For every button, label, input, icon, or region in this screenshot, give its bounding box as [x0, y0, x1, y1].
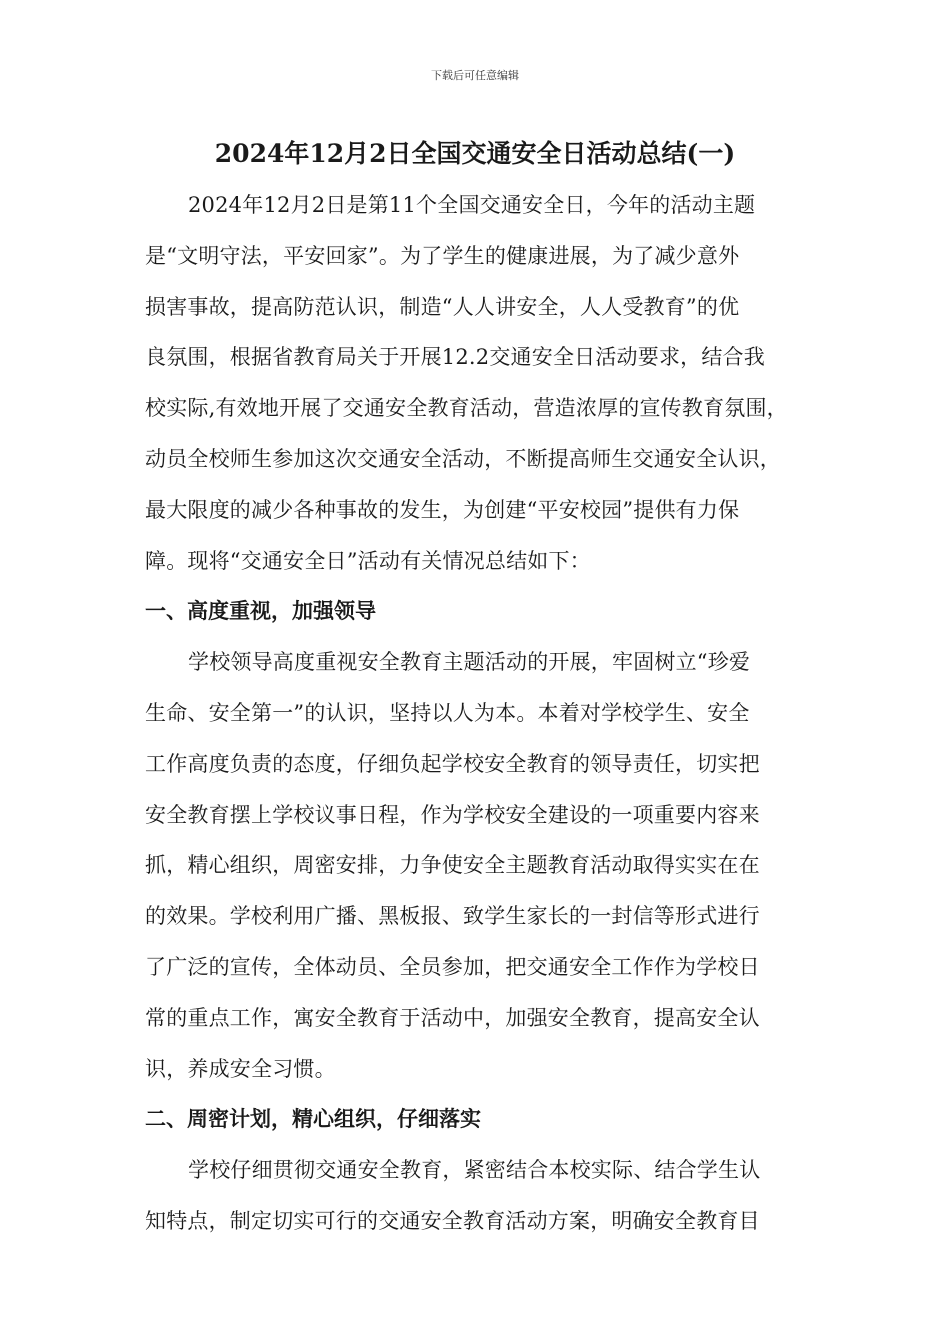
text-line: 是“文明守法，平安回家”。为了学生的健康进展，为了减少意外	[145, 243, 740, 268]
text-line: 最大限度的减少各种事故的发生，为创建“平安校园”提供有力保	[145, 497, 740, 522]
document-title: 2024年12月2日全国交通安全日活动总结(一)	[214, 139, 736, 168]
text-line: 工作高度负责的态度，仔细负起学校安全教育的领导责任，切实把	[145, 751, 760, 776]
text-line: 抓，精心组织，周密安排，力争使安全主题教育活动取得实实在在	[145, 853, 760, 878]
header-note: 下载后可任意编辑	[431, 69, 519, 82]
text-line: 动员全校师生参加这次交通安全活动，不断提高师生交通安全认识，	[145, 446, 781, 471]
section-2-paragraph	[145, 1145, 813, 1247]
text-line: 学校仔细贯彻交通安全教育，紧密结合本校实际、结合学生认	[188, 1158, 761, 1183]
text-line: 识，养成安全习惯。	[145, 1056, 336, 1081]
text-line: 损害事故，提高防范认识，制造“人人讲安全，人人受教育”的优	[145, 294, 740, 319]
text-line: 知特点，制定切实可行的交通安全教育活动方案，明确安全教育目	[145, 1208, 760, 1233]
section-heading-1: 一、高度重视，加强领导	[145, 598, 376, 624]
text-line: 学校领导高度重视安全教育主题活动的开展，牢固树立“珍爱	[188, 650, 751, 675]
text-line: 的效果。学校利用广播、黑板报、致学生家长的一封信等形式进行	[145, 904, 760, 929]
document-body	[145, 180, 813, 1247]
text-line: 生命、安全第一”的认识，坚持以人为本。本着对学校学生、安全	[145, 700, 750, 725]
text-line: 常的重点工作，寓安全教育于活动中，加强安全教育，提高安全认	[145, 1005, 760, 1030]
section-heading-2: 二、周密计划，精心组织，仔细落实	[145, 1106, 481, 1132]
text-line: 了广泛的宣传，全体动员、全员参加，把交通安全工作作为学校日	[145, 954, 760, 979]
text-line: 2024年12月2日是第11个全国交通安全日，今年的活动主题	[188, 193, 756, 217]
text-line: 安全教育摆上学校议事日程，作为学校安全建设的一项重要内容来	[145, 802, 760, 827]
text-line: 障。现将“交通安全日”活动有关情况总结如下：	[145, 548, 591, 573]
text-line: 良氛围，根据省教育局关于开展12.2交通安全日活动要求，结合我	[145, 345, 765, 370]
text-line: 校实际,有效地开展了交通安全教育活动，营造浓厚的宣传教育氛围，	[145, 396, 788, 421]
intro-paragraph	[145, 180, 813, 586]
section-1-paragraph	[145, 637, 813, 1094]
